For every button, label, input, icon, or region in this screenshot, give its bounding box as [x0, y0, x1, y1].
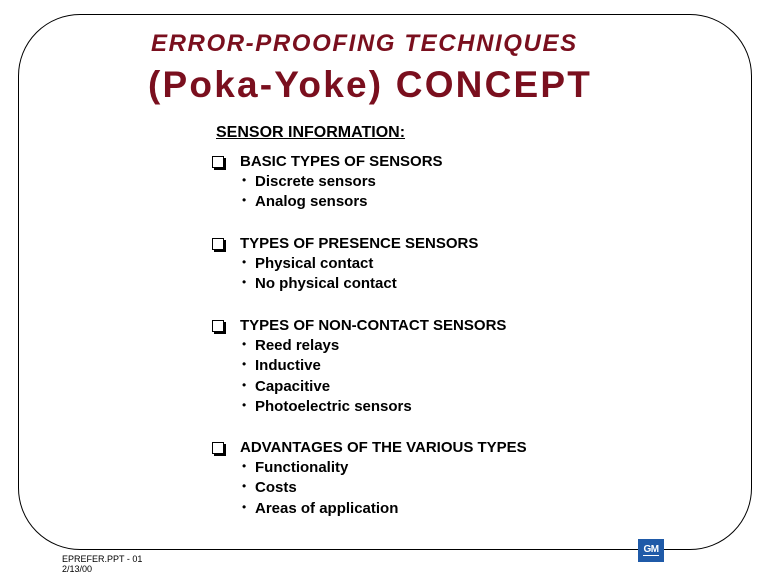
- checkbox-bullet-icon: [212, 238, 224, 250]
- section-label: TYPES OF NON-CONTACT SENSORS: [240, 317, 507, 334]
- bullet-icon: •: [242, 499, 247, 514]
- list-item-label: Analog sensors: [255, 193, 368, 211]
- section-label: BASIC TYPES OF SENSORS: [240, 153, 443, 170]
- list-item-label: Reed relays: [255, 337, 340, 354]
- bullet-icon: •: [242, 337, 247, 351]
- footer-date: 2/13/00: [62, 564, 93, 574]
- checkbox-bullet-icon: [212, 320, 224, 332]
- list-item-label: Inductive: [255, 357, 321, 375]
- gm-logo-text: GM: [643, 544, 659, 555]
- list-item-label: No physical contact: [255, 275, 397, 293]
- bullet-icon: •: [242, 398, 247, 413]
- bullet-icon: •: [242, 173, 247, 187]
- checkbox-bullet-icon: [212, 442, 224, 454]
- bullet-icon: •: [242, 479, 247, 494]
- checkbox-bullet-icon: [212, 156, 224, 168]
- bullet-icon: •: [242, 357, 247, 372]
- list-item-label: Physical contact: [255, 255, 374, 272]
- gm-logo-icon: [638, 539, 664, 562]
- section-label: ADVANTAGES OF THE VARIOUS TYPES: [240, 439, 527, 456]
- bullet-icon: •: [242, 377, 247, 392]
- list-item-label: Areas of application: [255, 499, 399, 517]
- bullet-icon: •: [242, 255, 247, 269]
- slide-footer: [62, 554, 142, 574]
- slide-subtitle: (Poka-Yoke) CONCEPT: [148, 64, 593, 105]
- list-item-label: Photoelectric sensors: [255, 398, 412, 416]
- bullet-icon: •: [242, 275, 247, 290]
- section-heading: SENSOR INFORMATION:: [216, 124, 406, 141]
- list-item-label: Functionality: [255, 459, 349, 476]
- list-item-label: Discrete sensors: [255, 173, 376, 190]
- section-label: TYPES OF PRESENCE SENSORS: [240, 235, 479, 252]
- list-item-label: Costs: [255, 479, 297, 497]
- bullet-icon: •: [242, 459, 247, 473]
- slide-title: ERROR-PROOFING TECHNIQUES: [151, 30, 578, 57]
- bullet-icon: •: [242, 193, 247, 208]
- list-item-label: Capacitive: [255, 377, 331, 395]
- footer-filename: EPREFER.PPT - 01: [62, 554, 143, 564]
